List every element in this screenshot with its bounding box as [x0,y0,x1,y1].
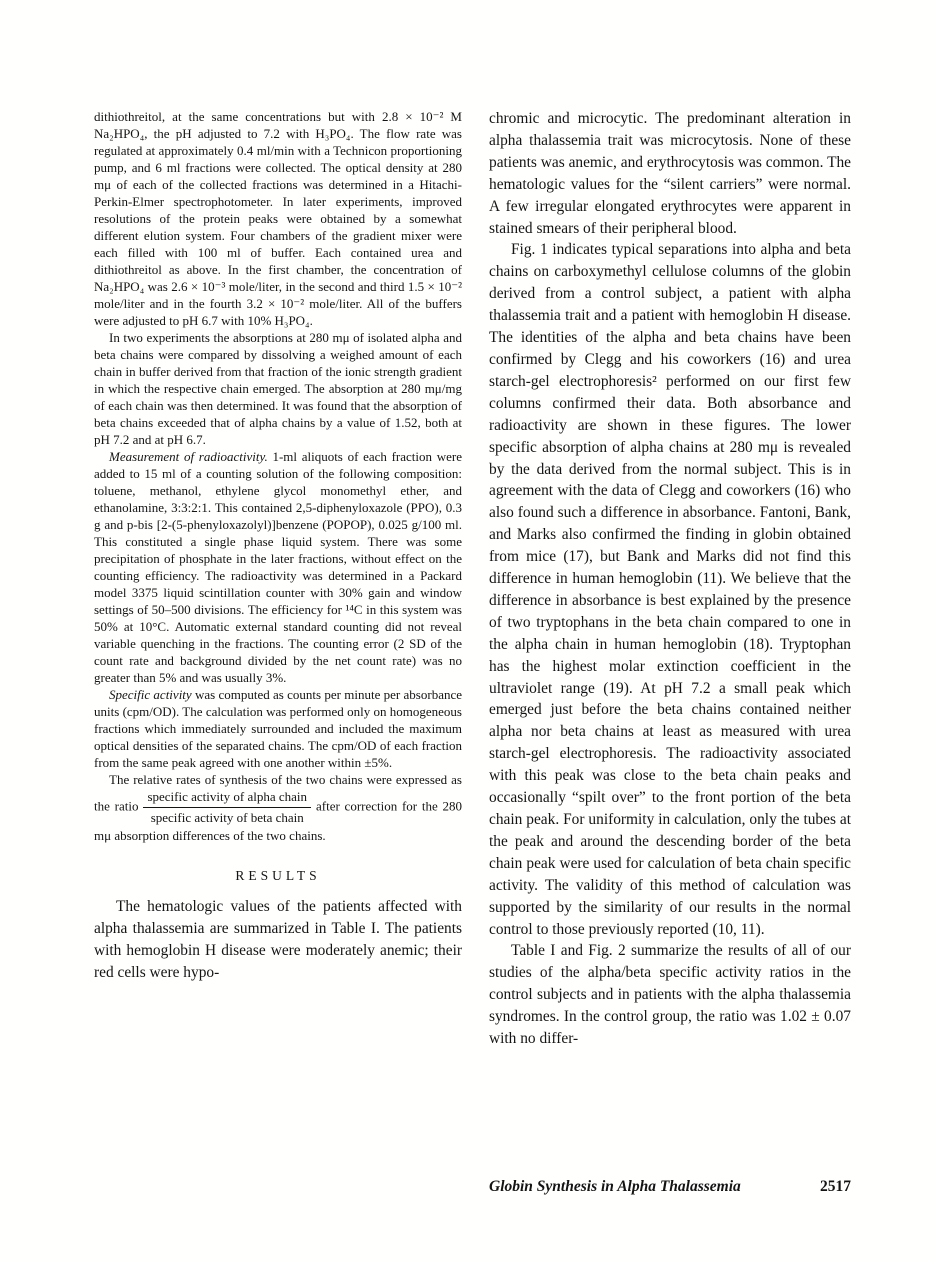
left-column [94,108,462,984]
radioactivity-lead: Measurement of radioactivity. [109,449,268,464]
methods-paragraph-specific-activity [94,686,462,771]
right-column [489,108,851,1050]
specific-activity-rest: was computed as counts per minute per absorbance units (cpm/OD). The calculation was performed only on homogeneous fractions which immediately surrounded and included the maximum optical densities of the separated chains. The cpm/OD of each fraction from the same peak agreed with one another within ±5%. [94,687,463,770]
paragraph-table1-summary: Table I and Fig. 2 summarize the results of all of our studies of the alpha/beta specific activity ratios in the control subjects and in patients with the alpha thalassemia syndromes. In the control group, the ratio was 1.02 ± 0.07 with no differ- [489,942,851,1048]
methods-paragraph-absorption: In two experiments the absorptions at 280 mμ of isolated alpha and beta chains were compared by dissolving a weighed amount of each chain in buffer derived from that fraction of the ionic strength gradient in which the respective chain emerged. The absorption at 280 mμ/mg of each chain was then determined. It was found that the absorption of beta chains exceeded that of alpha chains by a value of 1.52, both at pH 7.2 and at pH 6.7. [94,330,462,447]
methods-paragraph-flow-rate: dithiothreitol, at the same concentrations but with 2.8 × 10⁻² M Na₂HPO₄, the pH adjusted to 7.2 with H₃PO₄. The flow rate was regulated at approximately 0.4 ml/min with a Technicon proportioning pump, and 6 ml fractions were collected. The optical density at 280 mμ of each of the collected fractions was determined in a Hitachi-Perkin-Elmer spectrophotometer. In later experiments, improved resolutions of the protein peaks were obtained by a somewhat different elution system. Four chambers of the gradient mixer were each filled with 100 ml of buffer. Each contained urea and dithiothreitol as above. In the first chamber, the concentration of Na₂HPO₄ was 2.6 × 10⁻³ mole/liter, in the second and third 1.5 × 10⁻² mole/liter and in the fourth 3.2 × 10⁻² mole/liter. All of the buffers were adjusted to pH 6.7 with 10% H₃PO₄. [94,109,462,328]
paragraph-hematology-continuation: chromic and microcytic. The predominant alteration in alpha thalassemia trait was microcytosis. None of these patients was anemic, and erythrocytosis was common. The hematologic values for the “silent carriers” were normal. A few irregular elongated erythrocytes were apparent in stained smears of their peripheral blood. [489,110,851,237]
ratio-denominator: specific activity of beta chain [150,810,304,825]
ratio-fraction [143,789,311,826]
ratio-after-text: after correction for the 280 mμ absorption differences of the two chains. [94,798,462,843]
footer-page-number: 2517 [820,1178,851,1195]
page-footer [489,1178,851,1196]
paragraph-fig1-discussion: Fig. 1 indicates typical separations into alpha and beta chains on carboxymethyl cellulose columns of the globin derived from a control subject, a patient with alpha thalassemia trait and a patient with hemoglobin H disease. The identities of the alpha and beta chains have been confirmed by Clegg and his coworkers (16) and urea starch-gel electrophoresis² performed on our first few columns confirmed their data. Both absorbance and radioactivity are shown in these figures. The lower specific absorption of alpha chains at 280 mμ is revealed by the data derived from the normal subject. This is in agreement with the data of Clegg and coworkers (16) who also found such a difference in absorbance. Fantoni, Bank, and Marks also confirmed the finding in globin obtained from mice (17), but Bank and Marks did not find this difference in human hemoglobin (11). We believe that the difference in absorbance is best explained by the presence of two tryptophans in the beta chain compared to one in the alpha chain in human hemoglobin (18). Tryptophan has the highest molar extinction coefficient in the ultraviolet range (19). At pH 7.2 a small peak which emerged just before the beta chains contained neither alpha nor beta chains at least as measured with urea starch-gel electrophoresis. The radioactivity associated with this peak was close to the beta chain peaks and occasionally “spilt over” to the front portion of the beta chain peak. For uniformity in calculation, only the tubes at the peak and around the descending border of the beta chain peak were used for calculation of beta chain specific activity. The validity of this method of calculation was supported by the similarity of our results in the normal control to those previously reported (10, 11). [489,241,851,938]
results-paragraph-hematologic: The hematologic values of the patients affected with alpha thalassemia are summarized in Table I. The patients with hemoglobin H disease were moderately anemic; their red cells were hypo- [94,898,462,981]
radioactivity-rest: 1-ml aliquots of each fraction were added to 15 ml of a counting solution of the following composition: toluene, methanol, ethylene glycol monomethyl ether, and ethanolamine, 3:3:2:1. This contained 2,5-diphenyloxazole (PPO), 0.3 g and p-bis [2-(5-phenyloxazolyl)]benzene (POPOP), 0.025 g/100 ml. This constituted a single phase liquid system. There was some precipitation of phosphate in the later fractions, without effect on the counting efficiency. The radioactivity was determined in a Packard model 3375 liquid scintillation counter with 30% gain and window settings of 50–500 divisions. The efficiency for ¹⁴C in this system was 50% at 10°C. Automatic external standard counting did not reveal variable quenching in the fractions. The counting error (2 SD of the count rate and background divided by the net count rate) was no greater than 5% and was usually 3%. [94,449,462,685]
methods-paragraph-radioactivity [94,448,462,686]
specific-activity-lead: Specific activity [109,687,192,702]
footer-running-title: Globin Synthesis in Alpha Thalassemia [489,1178,741,1195]
ratio-before-text: The relative rates of synthesis of the two chains were expressed as the ratio [94,772,462,814]
results-heading: RESULTS [235,868,321,883]
ratio-numerator: specific activity of alpha chain [143,789,311,808]
methods-paragraph-ratio [94,771,462,844]
